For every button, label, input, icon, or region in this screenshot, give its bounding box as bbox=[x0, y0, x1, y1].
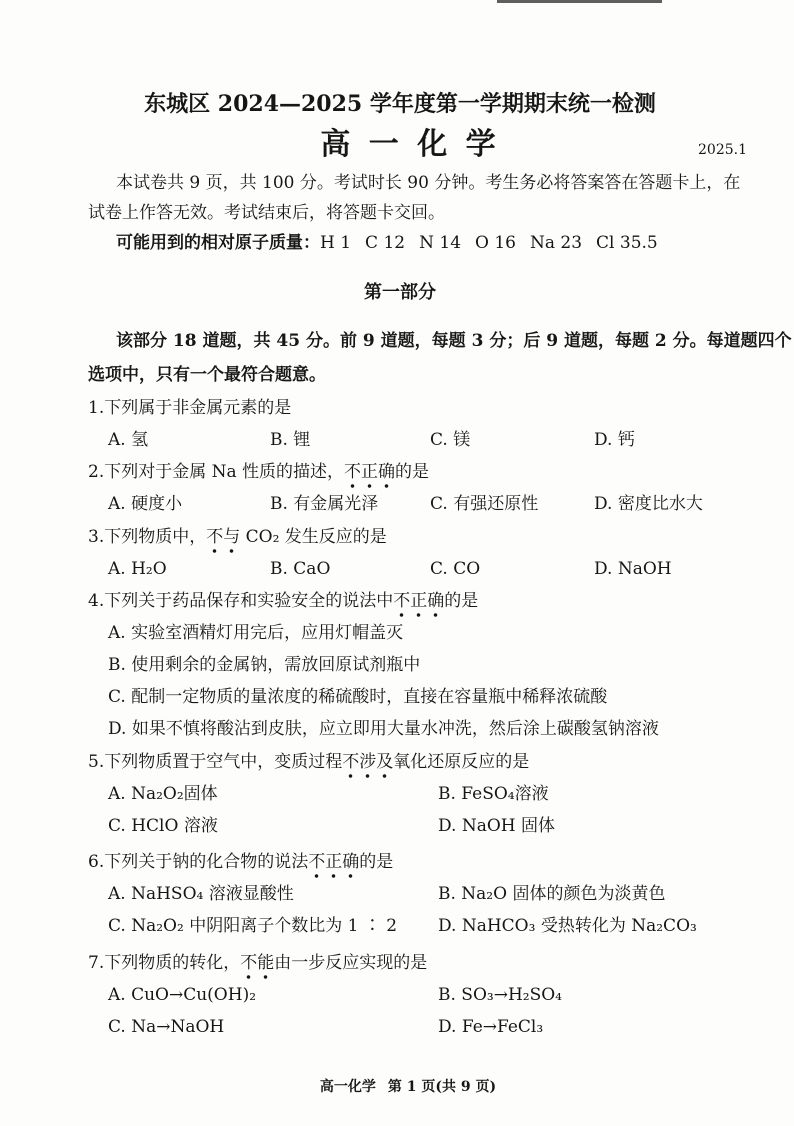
question-6 bbox=[88, 846, 778, 942]
exam-subject: 高 一 化 学 bbox=[320, 127, 500, 162]
question-2 bbox=[88, 456, 778, 520]
option-b: B. 有金属光泽 bbox=[270, 494, 379, 514]
question-stem bbox=[88, 521, 778, 553]
stem-emphasis: 不涉及 bbox=[342, 752, 393, 779]
exam-date: 2025.1 bbox=[698, 142, 747, 158]
question-stem bbox=[88, 947, 778, 979]
part-description bbox=[88, 324, 792, 392]
question-1 bbox=[88, 392, 778, 456]
option-b: B. SO₃→H₂SO₄ bbox=[438, 985, 562, 1005]
instructions-line: 试卷上作答无效。考试结束后，将答题卡交回。 bbox=[88, 203, 445, 223]
options-row bbox=[88, 649, 778, 681]
atomic-mass-item: C 12 bbox=[365, 233, 406, 253]
question-4 bbox=[88, 585, 778, 745]
option-a: A. CuO→Cu(OH)₂ bbox=[108, 985, 257, 1005]
stem-emphasis: 不正确 bbox=[344, 462, 395, 489]
option-a: A. NaHSO₄ 溶液显酸性 bbox=[108, 884, 294, 904]
exam-title: 东城区 2024—2025 学年度第一学期期末统一检测 bbox=[144, 91, 656, 117]
option-b: B. 使用剩余的金属钠，需放回原试剂瓶中 bbox=[108, 655, 421, 675]
stem-text: 5.下列物质置于空气中，变质过程 bbox=[88, 752, 343, 772]
stem-text-end: 的是 bbox=[359, 852, 394, 872]
question-stem bbox=[88, 456, 778, 488]
option-a: A. 硬度小 bbox=[108, 494, 183, 514]
option-c: C. 配制一定物质的量浓度的稀硫酸时，直接在容量瓶中稀释浓硫酸 bbox=[108, 687, 608, 707]
atomic-mass-item: Cl 35.5 bbox=[596, 233, 658, 253]
option-c: C. Na→NaOH bbox=[108, 1017, 225, 1037]
options-row bbox=[88, 810, 778, 842]
stem-emphasis: 不正确 bbox=[393, 591, 444, 618]
option-d: D. NaOH 固体 bbox=[438, 816, 556, 836]
option-c: C. CO bbox=[430, 559, 481, 579]
part-description-line: 选项中，只有一个最符合题意。 bbox=[88, 365, 326, 385]
option-d: D. 如果不慎将酸沾到皮肤，应立即用大量水冲洗，然后涂上碳酸氢钠溶液 bbox=[108, 719, 659, 739]
stem-text: 4.下列关于药品保存和实验安全的说法中 bbox=[88, 591, 394, 611]
instructions-line: 本试卷共 9 页，共 100 分。考试时长 90 分钟。考生务必将答案答在答题卡上，在 bbox=[116, 173, 741, 193]
footer-page-number: 第 1 页(共 9 页) bbox=[387, 1079, 497, 1095]
stem-emphasis: 不正确 bbox=[308, 852, 359, 879]
part-description-line: 该部分 18 道题，共 45 分。前 9 道题，每题 3 分；后 9 道题，每题 2 分。每道题四个 bbox=[116, 331, 792, 351]
part-heading: 第一部分 bbox=[364, 282, 436, 303]
option-c: C. 有强还原性 bbox=[430, 494, 539, 514]
option-b: B. FeSO₄溶液 bbox=[438, 784, 549, 804]
question-stem bbox=[88, 392, 778, 424]
option-a: A. Na₂O₂固体 bbox=[108, 784, 218, 804]
question-7 bbox=[88, 947, 778, 1043]
atomic-mass-label: 可能用到的相对原子质量： bbox=[116, 233, 320, 253]
option-c: C. HClO 溶液 bbox=[108, 816, 218, 836]
option-b: B. 锂 bbox=[270, 430, 311, 450]
stem-text-end: 的是 bbox=[444, 591, 479, 611]
option-d: D. Fe→FeCl₃ bbox=[438, 1017, 544, 1037]
option-a: A. 实验室酒精灯用完后，应用灯帽盖灭 bbox=[108, 623, 404, 643]
page-footer bbox=[14, 1076, 794, 1098]
stem-text: 6.下列关于钠的化合物的说法 bbox=[88, 852, 309, 872]
footer-subject: 高一化学 bbox=[319, 1079, 376, 1095]
options-row bbox=[88, 553, 778, 585]
stem-text-end: 的是 bbox=[395, 462, 430, 482]
instructions bbox=[88, 168, 778, 258]
question-3 bbox=[88, 521, 778, 585]
option-d: D. NaHCO₃ 受热转化为 Na₂CO₃ bbox=[438, 916, 697, 936]
stem-text-end: CO₂ 发生反应的是 bbox=[240, 527, 387, 547]
options-row bbox=[88, 681, 778, 713]
options-row bbox=[88, 488, 778, 520]
question-stem bbox=[88, 846, 778, 878]
question-stem bbox=[88, 746, 778, 778]
stem-text-end: 氧化还原反应的是 bbox=[393, 752, 530, 772]
options-row bbox=[88, 979, 778, 1011]
options-row bbox=[88, 878, 778, 910]
atomic-mass-item: O 16 bbox=[475, 233, 516, 253]
option-b: B. Na₂O 固体的颜色为淡黄色 bbox=[438, 884, 666, 904]
atomic-mass-item: N 14 bbox=[419, 233, 462, 253]
question-5 bbox=[88, 746, 778, 842]
options-row bbox=[88, 617, 778, 649]
stem-emphasis: 不与 bbox=[206, 527, 240, 554]
option-d: D. NaOH bbox=[594, 559, 672, 579]
option-c: C. 镁 bbox=[430, 430, 471, 450]
options-row bbox=[88, 424, 778, 456]
scan-edge-mark bbox=[497, 0, 662, 3]
option-d: D. 钙 bbox=[594, 430, 635, 450]
option-a: A. H₂O bbox=[108, 559, 167, 579]
stem-text: 3.下列物质中， bbox=[88, 527, 207, 547]
stem-emphasis: 不能 bbox=[240, 953, 274, 980]
stem-text: 1.下列属于非金属元素的是 bbox=[88, 398, 292, 418]
question-stem bbox=[88, 585, 778, 617]
options-row bbox=[88, 1011, 778, 1043]
option-d: D. 密度比水大 bbox=[594, 494, 703, 514]
atomic-mass-item: H 1 bbox=[320, 233, 352, 253]
options-row bbox=[88, 910, 778, 942]
stem-text: 7.下列物质的转化， bbox=[88, 953, 241, 973]
stem-text: 2.下列对于金属 Na 性质的描述， bbox=[88, 462, 345, 482]
atomic-mass-line bbox=[88, 228, 778, 258]
atomic-mass-item: Na 23 bbox=[530, 233, 583, 253]
options-row bbox=[88, 778, 778, 810]
option-b: B. CaO bbox=[270, 559, 331, 579]
options-row bbox=[88, 713, 778, 745]
stem-text-end: 由一步反应实现的是 bbox=[274, 953, 428, 973]
option-c: C. Na₂O₂ 中阴阳离子个数比为 1 ∶ 2 bbox=[108, 916, 398, 936]
option-a: A. 氢 bbox=[108, 430, 149, 450]
